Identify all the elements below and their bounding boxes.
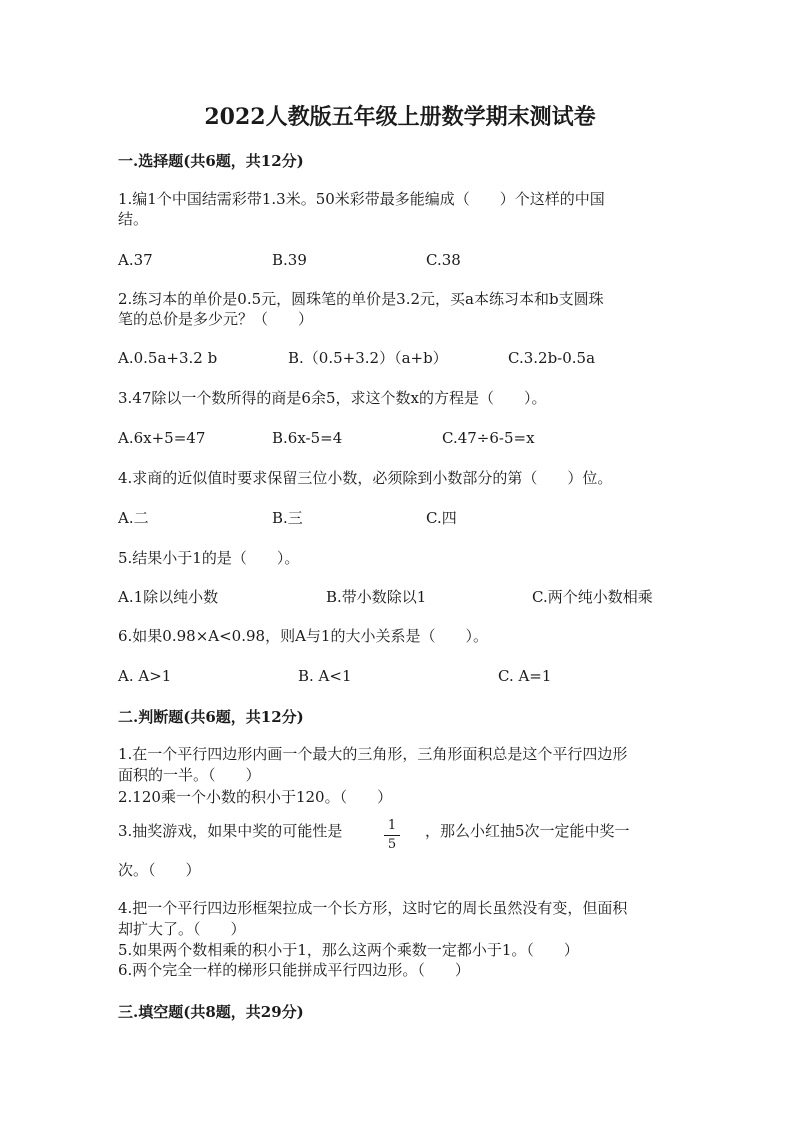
section-heading-judgment: 二.判断题(共6题，共12分) — [118, 708, 304, 726]
question-text: ，那么小红抽5次一定能中奖一 — [425, 822, 630, 840]
fraction-bar — [384, 835, 400, 836]
section-heading-choice: 一.选择题(共6题，共12分) — [118, 152, 304, 170]
question-text: 1.编1个中国结需彩带1.3米。50米彩带最多能编成（ ）个这样的中国 — [118, 190, 605, 208]
option-b: B.6x-5=4 — [272, 429, 343, 447]
option-a: A.1除以纯小数 — [118, 588, 219, 606]
option-a: A.37 — [118, 251, 153, 269]
option-b: B. A<1 — [298, 667, 352, 685]
question-text: 3.47除以一个数所得的商是6余5，求这个数x的方程是（ ）。 — [118, 389, 547, 407]
option-b: B.三 — [272, 509, 303, 527]
option-a: A.6x+5=47 — [118, 429, 206, 447]
question-text: 却扩大了。（ ） — [118, 920, 246, 938]
page-title: 2022人教版五年级上册数学期末测试卷 — [204, 104, 596, 130]
option-c: C.47÷6-5=x — [442, 429, 535, 447]
question-text: 6.如果0.98×A<0.98，则A与1的大小关系是（ ）。 — [118, 627, 488, 645]
question-text: 次。（ ） — [118, 861, 201, 879]
option-c: C.3.2b-0.5a — [508, 349, 596, 367]
question-text: 3.抽奖游戏，如果中奖的可能性是 — [118, 822, 343, 840]
question-text: 笔的总价是多少元？（ ） — [118, 310, 314, 328]
fraction-denominator: 5 — [387, 837, 397, 852]
question-text: 2.120乘一个小数的积小于120。（ ） — [118, 788, 393, 806]
section-heading-fill: 三.填空题(共8题，共29分) — [118, 1003, 304, 1021]
option-a: A.0.5a+3.2 b — [118, 349, 218, 367]
question-text: 4.求商的近似值时要求保留三位小数，必须除到小数部分的第（ ）位。 — [118, 469, 613, 487]
option-c: C.38 — [426, 251, 461, 269]
option-c: C.四 — [426, 509, 457, 527]
option-c: C.两个纯小数相乘 — [532, 588, 653, 606]
question-text: 2.练习本的单价是0.5元，圆珠笔的单价是3.2元，买a本练习本和b支圆珠 — [118, 290, 604, 308]
option-b: B.39 — [272, 251, 307, 269]
question-text: 面积的一半。（ ） — [118, 766, 261, 784]
question-text: 1.在一个平行四边形内画一个最大的三角形，三角形面积总是这个平行四边形 — [118, 745, 628, 763]
question-text: 6.两个完全一样的梯形只能拼成平行四边形。（ ） — [118, 961, 470, 979]
fraction-numerator: 1 — [387, 818, 397, 833]
question-text: 结。 — [118, 210, 149, 228]
question-text: 5.如果两个数相乘的积小于1，那么这两个乘数一定都小于1。（ ） — [118, 941, 579, 959]
option-a: A. A>1 — [118, 667, 172, 685]
option-c: C. A=1 — [498, 667, 552, 685]
option-a: A.二 — [118, 509, 149, 527]
question-text: 4.把一个平行四边形框架拉成一个长方形，这时它的周长虽然没有变，但面积 — [118, 899, 628, 917]
question-text: 5.结果小于1的是（ ）。 — [118, 549, 300, 567]
fraction — [384, 818, 400, 853]
option-b: B.（0.5+3.2）（a+b） — [288, 349, 448, 367]
option-b: B.带小数除以1 — [326, 588, 427, 606]
